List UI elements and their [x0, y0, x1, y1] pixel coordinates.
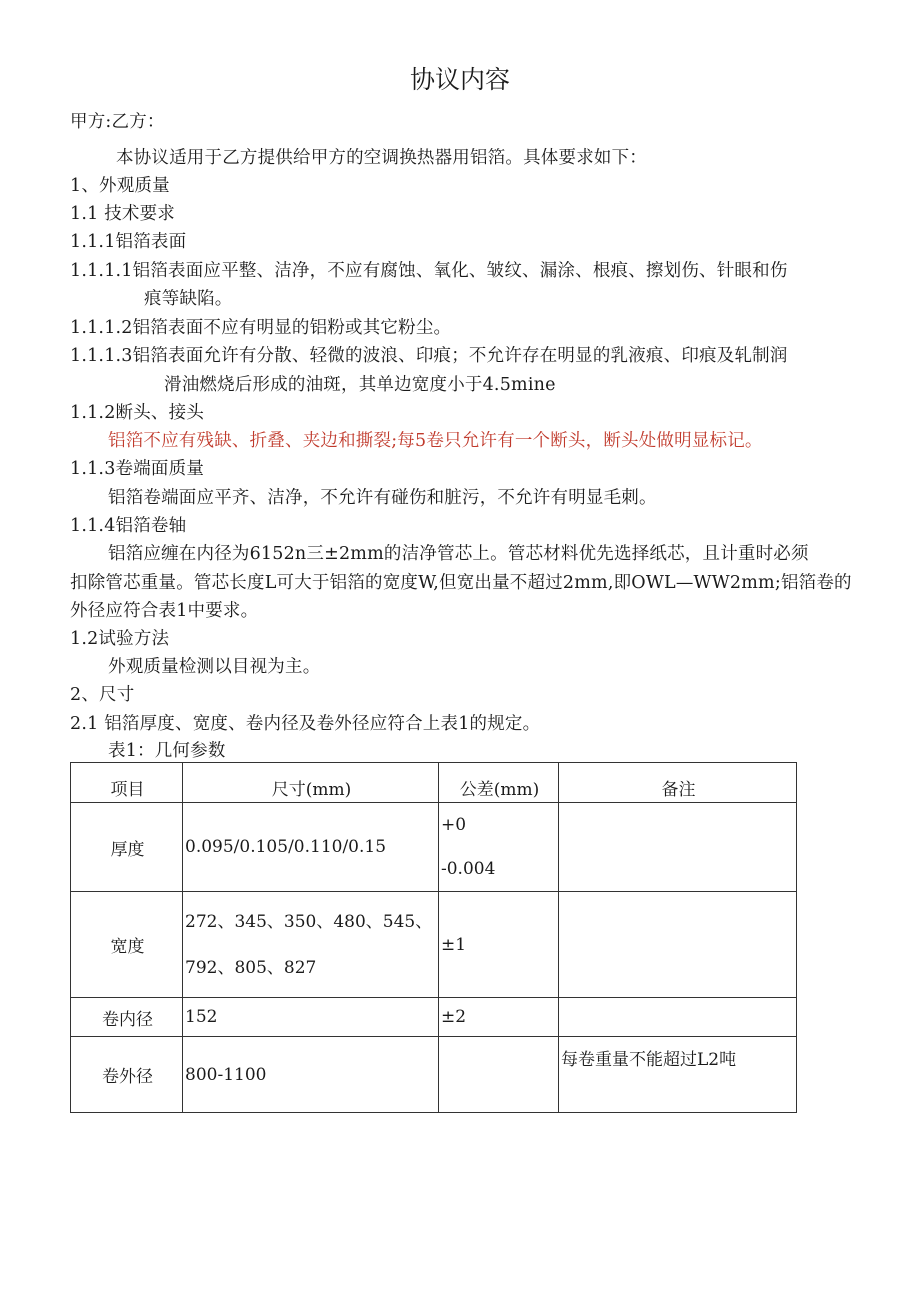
end-face-text: 铝箔卷端面应平齐、洁净，不允许有碰伤和脏污，不允许有明显毛刺。 [108, 488, 657, 508]
row-note [559, 803, 797, 892]
row-size: 800-1100 [183, 1037, 439, 1113]
core-paragraph-line2: 扣除管芯重量。管芯长度L可大于铝箔的宽度W,但宽出量不超过2mm,即OWL—WW2mm;铝箔卷的 [70, 573, 852, 593]
row-note [559, 998, 797, 1037]
row-tolerance: +0 -0.004 [439, 803, 559, 892]
table-row [71, 892, 797, 998]
clause-1-1-1-1-line2: 痕等缺陷。 [144, 289, 233, 309]
row-item: 卷内径 [71, 998, 183, 1037]
row-size: 272、345、350、480、545、 792、805、827 [183, 892, 439, 998]
clause-1-1-1-3-line1: 1.1.1.3铝箔表面允许有分散、轻微的波浪、印痕；不允许存在明显的乳液痕、印痕及轧制润 [70, 346, 788, 366]
table-row [71, 998, 797, 1037]
row-note: 每卷重量不能超过L2吨 [559, 1037, 797, 1113]
row-note [559, 892, 797, 998]
row-tolerance: ±2 [439, 998, 559, 1037]
section-2-1-text: 2.1 铝箔厚度、宽度、卷内径及卷外径应符合上表1的规定。 [70, 714, 541, 734]
table-row [71, 803, 797, 892]
section-2-heading: 2、尺寸 [70, 685, 135, 705]
clause-1-1-1-2: 1.1.1.2铝箔表面不应有明显的铝粉或其它粉尘。 [70, 318, 452, 338]
section-1-heading: 1、外观质量 [70, 176, 170, 196]
section-1-1-2-heading: 1.1.2断头、接头 [70, 403, 205, 423]
section-1-1-3-heading: 1.1.3卷端面质量 [70, 459, 205, 479]
section-1-2-heading: 1.2试验方法 [70, 629, 170, 649]
row-size: 152 [183, 998, 439, 1037]
test-method-text: 外观质量检测以目视为主。 [108, 657, 321, 677]
row-item: 卷外径 [71, 1037, 183, 1113]
table-header-row [71, 763, 797, 803]
breakage-requirement-text: 铝箔不应有残缺、折叠、夹边和撕裂;每5卷只允许有一个断头，断头处做明显标记。 [108, 431, 763, 451]
section-1-1-heading: 1.1 技术要求 [70, 204, 175, 224]
row-item: 宽度 [71, 892, 183, 998]
core-paragraph-line1: 铝箔应缠在内径为6152n三±2mm的洁净管芯上。管芯材料优先选择纸芯，且计重时必须 [108, 544, 809, 564]
section-1-1-4-heading: 1.1.4铝箔卷轴 [70, 516, 187, 536]
row-tolerance: ±1 [439, 892, 559, 998]
intro-paragraph: 本协议适用于乙方提供给甲方的空调换热器用铝箔。具体要求如下： [116, 148, 647, 168]
header-size: 尺寸(mm) [183, 763, 439, 803]
table-row [71, 1037, 797, 1113]
header-note: 备注 [559, 763, 797, 803]
table-caption: 表1：几何参数 [108, 741, 226, 761]
core-paragraph-line3: 外径应符合表1中要求。 [70, 601, 259, 621]
clause-1-1-1-1-line1: 1.1.1.1铝箔表面应平整、洁净，不应有腐蚀、氧化、皱纹、漏涂、根痕、擦划伤、针眼和伤 [70, 261, 788, 281]
document-title: 协议内容 [409, 65, 510, 94]
clause-1-1-1-3-line2: 滑油燃烧后形成的油斑，其单边宽度小于4.5mine [164, 375, 556, 395]
row-size: 0.095/0.105/0.110/0.15 [183, 803, 439, 892]
section-1-1-1-heading: 1.1.1铝箔表面 [70, 232, 187, 252]
row-tolerance [439, 1037, 559, 1113]
header-item: 项目 [71, 763, 183, 803]
header-tolerance: 公差(mm) [439, 763, 559, 803]
parties-line: 甲方:乙方： [70, 112, 165, 132]
geometry-parameters-table [70, 762, 797, 1113]
row-item: 厚度 [71, 803, 183, 892]
